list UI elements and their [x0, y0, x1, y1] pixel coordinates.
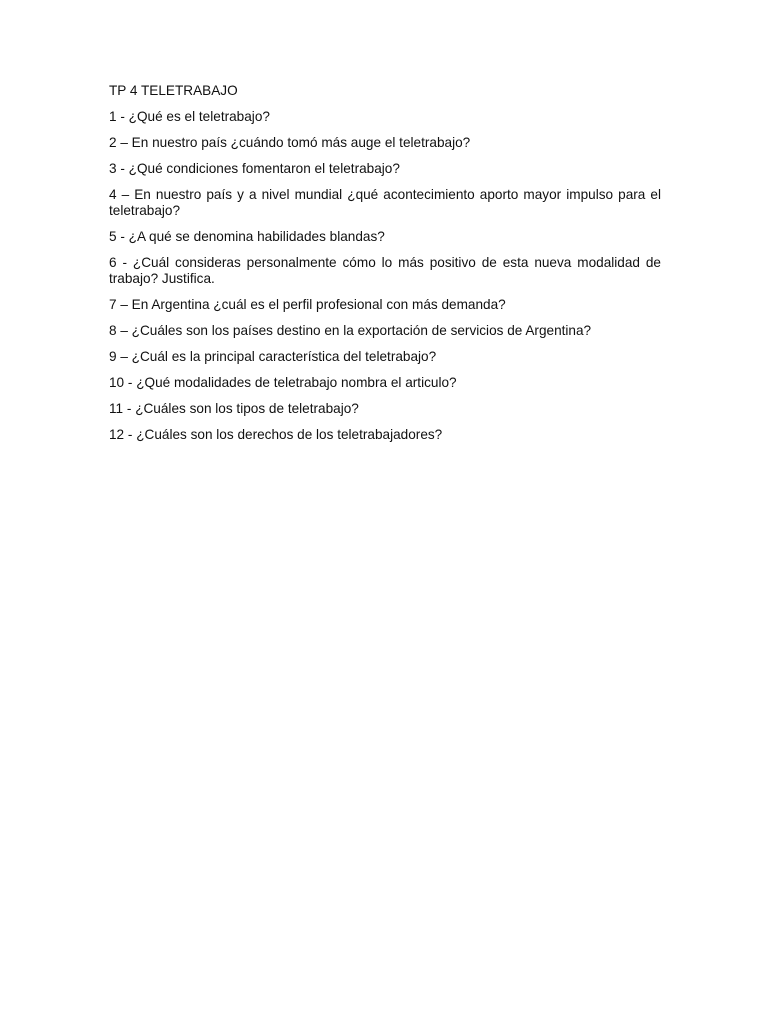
question-item: 12 - ¿Cuáles son los derechos de los teletrabajadores? [109, 427, 443, 442]
question-item: 11 - ¿Cuáles son los tipos de teletrabajo? [109, 401, 359, 416]
question-item: 1 - ¿Qué es el teletrabajo? [109, 109, 270, 124]
question-item: 4 – En nuestro país y a nivel mundial ¿qué acontecimiento aporto mayor impulso para el teletrabajo? [109, 187, 661, 218]
question-item: 6 - ¿Cuál consideras personalmente cómo lo más positivo de esta nueva modalidad de trabajo? Justifica. [109, 255, 661, 286]
question-item: 9 – ¿Cuál es la principal característica del teletrabajo? [109, 349, 437, 364]
question-item: 10 - ¿Qué modalidades de teletrabajo nombra el articulo? [109, 375, 457, 390]
question-item: 3 - ¿Qué condiciones fomentaron el teletrabajo? [109, 161, 400, 176]
question-item: 5 - ¿A qué se denomina habilidades blandas? [109, 229, 385, 244]
document-body [109, 83, 661, 453]
question-item: 7 – En Argentina ¿cuál es el perfil profesional con más demanda? [109, 297, 506, 312]
question-item: 8 – ¿Cuáles son los países destino en la exportación de servicios de Argentina? [109, 323, 592, 338]
question-item: 2 – En nuestro país ¿cuándo tomó más auge el teletrabajo? [109, 135, 471, 150]
document-title: TP 4 TELETRABAJO [109, 83, 238, 98]
